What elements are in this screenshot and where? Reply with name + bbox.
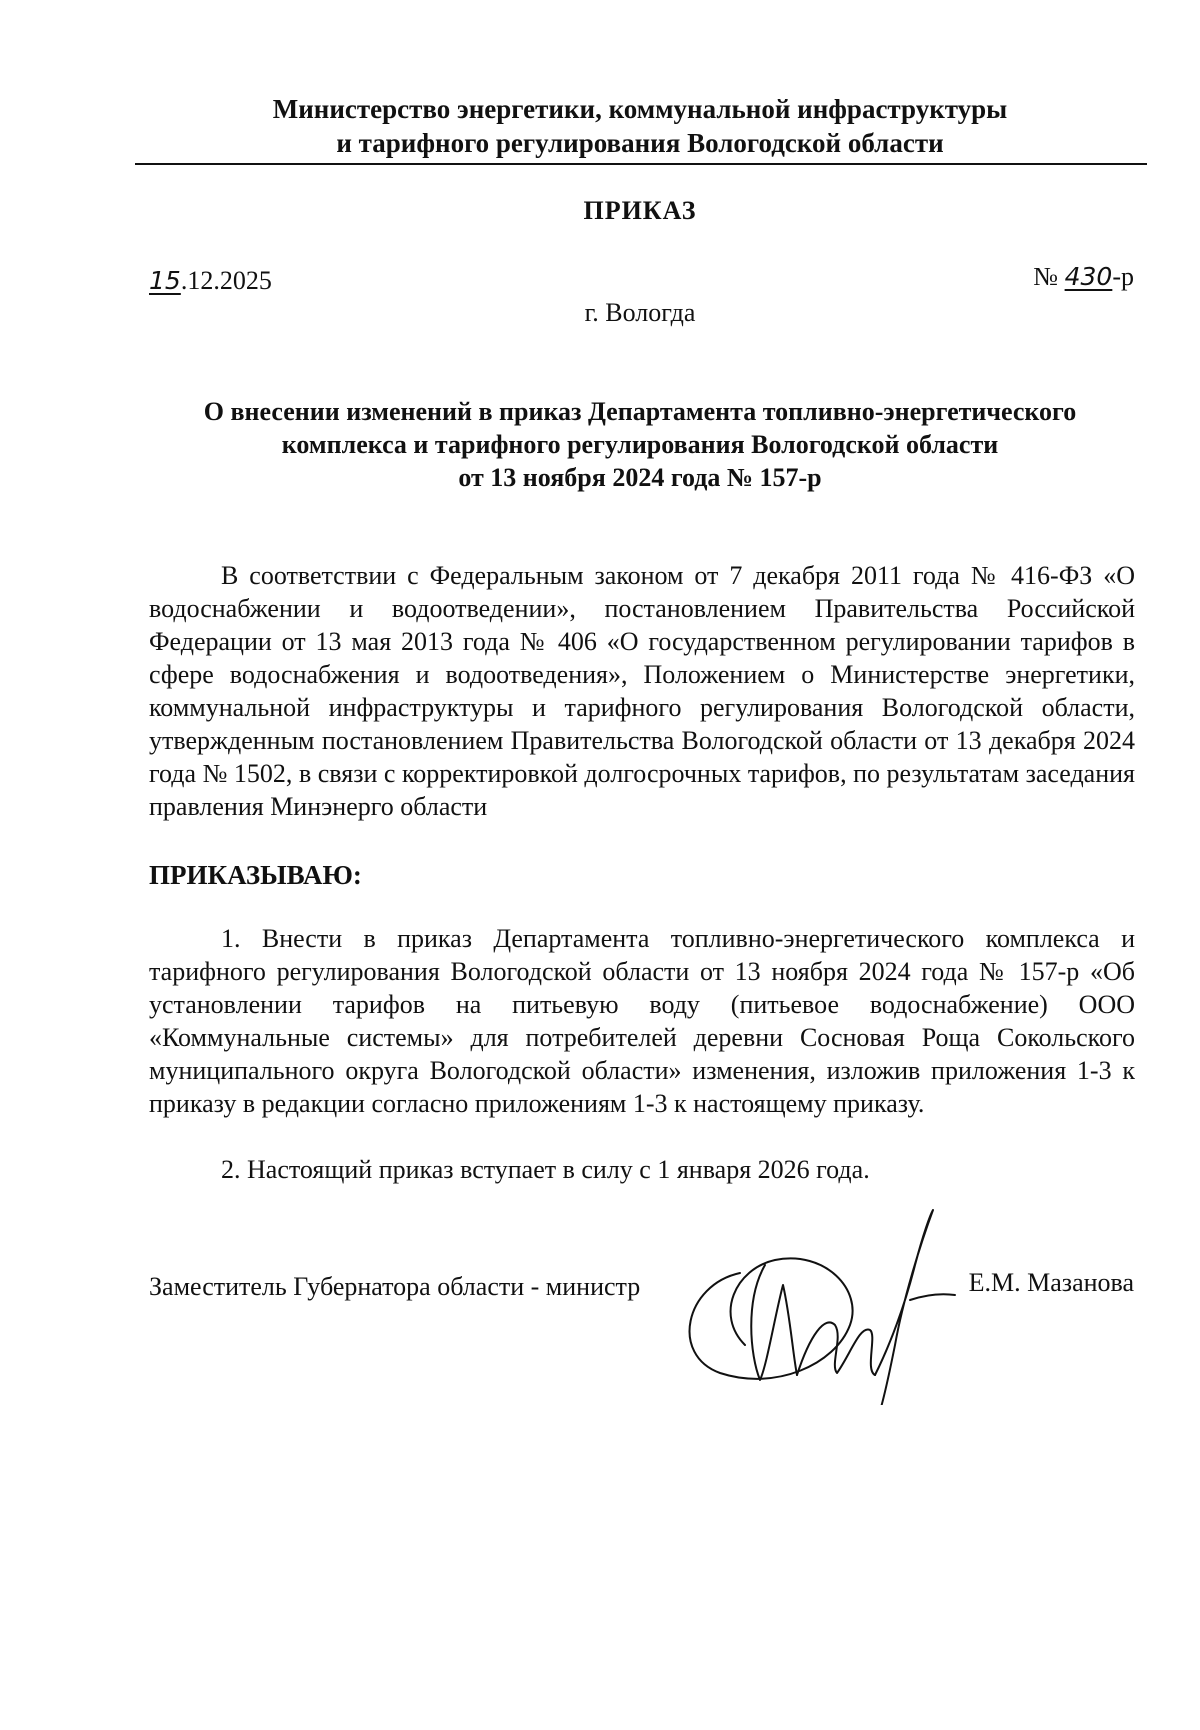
document-subject [130,395,1150,494]
document-city: г. Вологда [584,298,696,327]
ministry-header [130,92,1150,160]
ministry-line-2: и тарифного регулирования Вологодской области [336,128,944,158]
number-handwritten: 430 [1064,262,1113,291]
number-prefix: № [1033,262,1065,291]
subject-line-2: комплекса и тарифного регулирования Вологодской области [281,430,999,459]
date-day-handwritten: 15 [149,266,181,295]
header-divider [135,163,1147,165]
document-date [149,266,272,296]
number-suffix: -р [1112,262,1134,291]
orders-heading: ПРИКАЗЫВАЮ: [149,860,362,890]
order-item-1: 1. Внести в приказ Департамента топливно-энергетического комплекса и тарифного регулирования Вологодской области от 13 ноября 2024 года № 157-р «Об установлении тарифов на питьевую воду (питьевое водоснабжение) ООО «Коммунальные системы» для потребителей деревни Сосновая Роща Сокольского муниципального округа Вологодской области» изменения, изложив приложения 1-3 к приказу в редакции согласно приложениям 1-3 к настоящему приказу. [149,924,1135,1118]
signer-title: Заместитель Губернатора области - министр [149,1272,641,1301]
signer-name: Е.М. Мазанова [968,1268,1134,1297]
ministry-line-1: Министерство энергетики, коммунальной инфраструктуры [272,94,1008,124]
preamble-paragraph: В соответствии с Федеральным законом от 7 декабря 2011 года № 416-ФЗ «О водоснабжении и водоотведении», постановлением Правительства Российской Федерации от 13 мая 2013 года № 406 «О государственном регулировании тарифов в сфере водоснабжения и водоотведения», Положением о Министерстве энергетики, коммунальной инфраструктуры и тарифного регулирования Вологодской области, утвержденным постановлением Правительства Вологодской области от 13 декабря 2024 года № 1502, в связи с корректировкой долгосрочных тарифов, по результатам заседания правления Минэнерго области [149,561,1135,821]
subject-line-3: от 13 ноября 2024 года № 157-р [458,463,822,492]
document-type: ПРИКАЗ [583,196,697,225]
subject-line-1: О внесении изменений в приказ Департамента топливно-энергетического [203,397,1077,426]
date-month-year: .12.2025 [180,266,272,295]
handwritten-signature [665,1205,975,1405]
order-item-2: 2. Настоящий приказ вступает в силу с 1 января 2026 года. [221,1155,870,1184]
document-number [1033,262,1134,292]
